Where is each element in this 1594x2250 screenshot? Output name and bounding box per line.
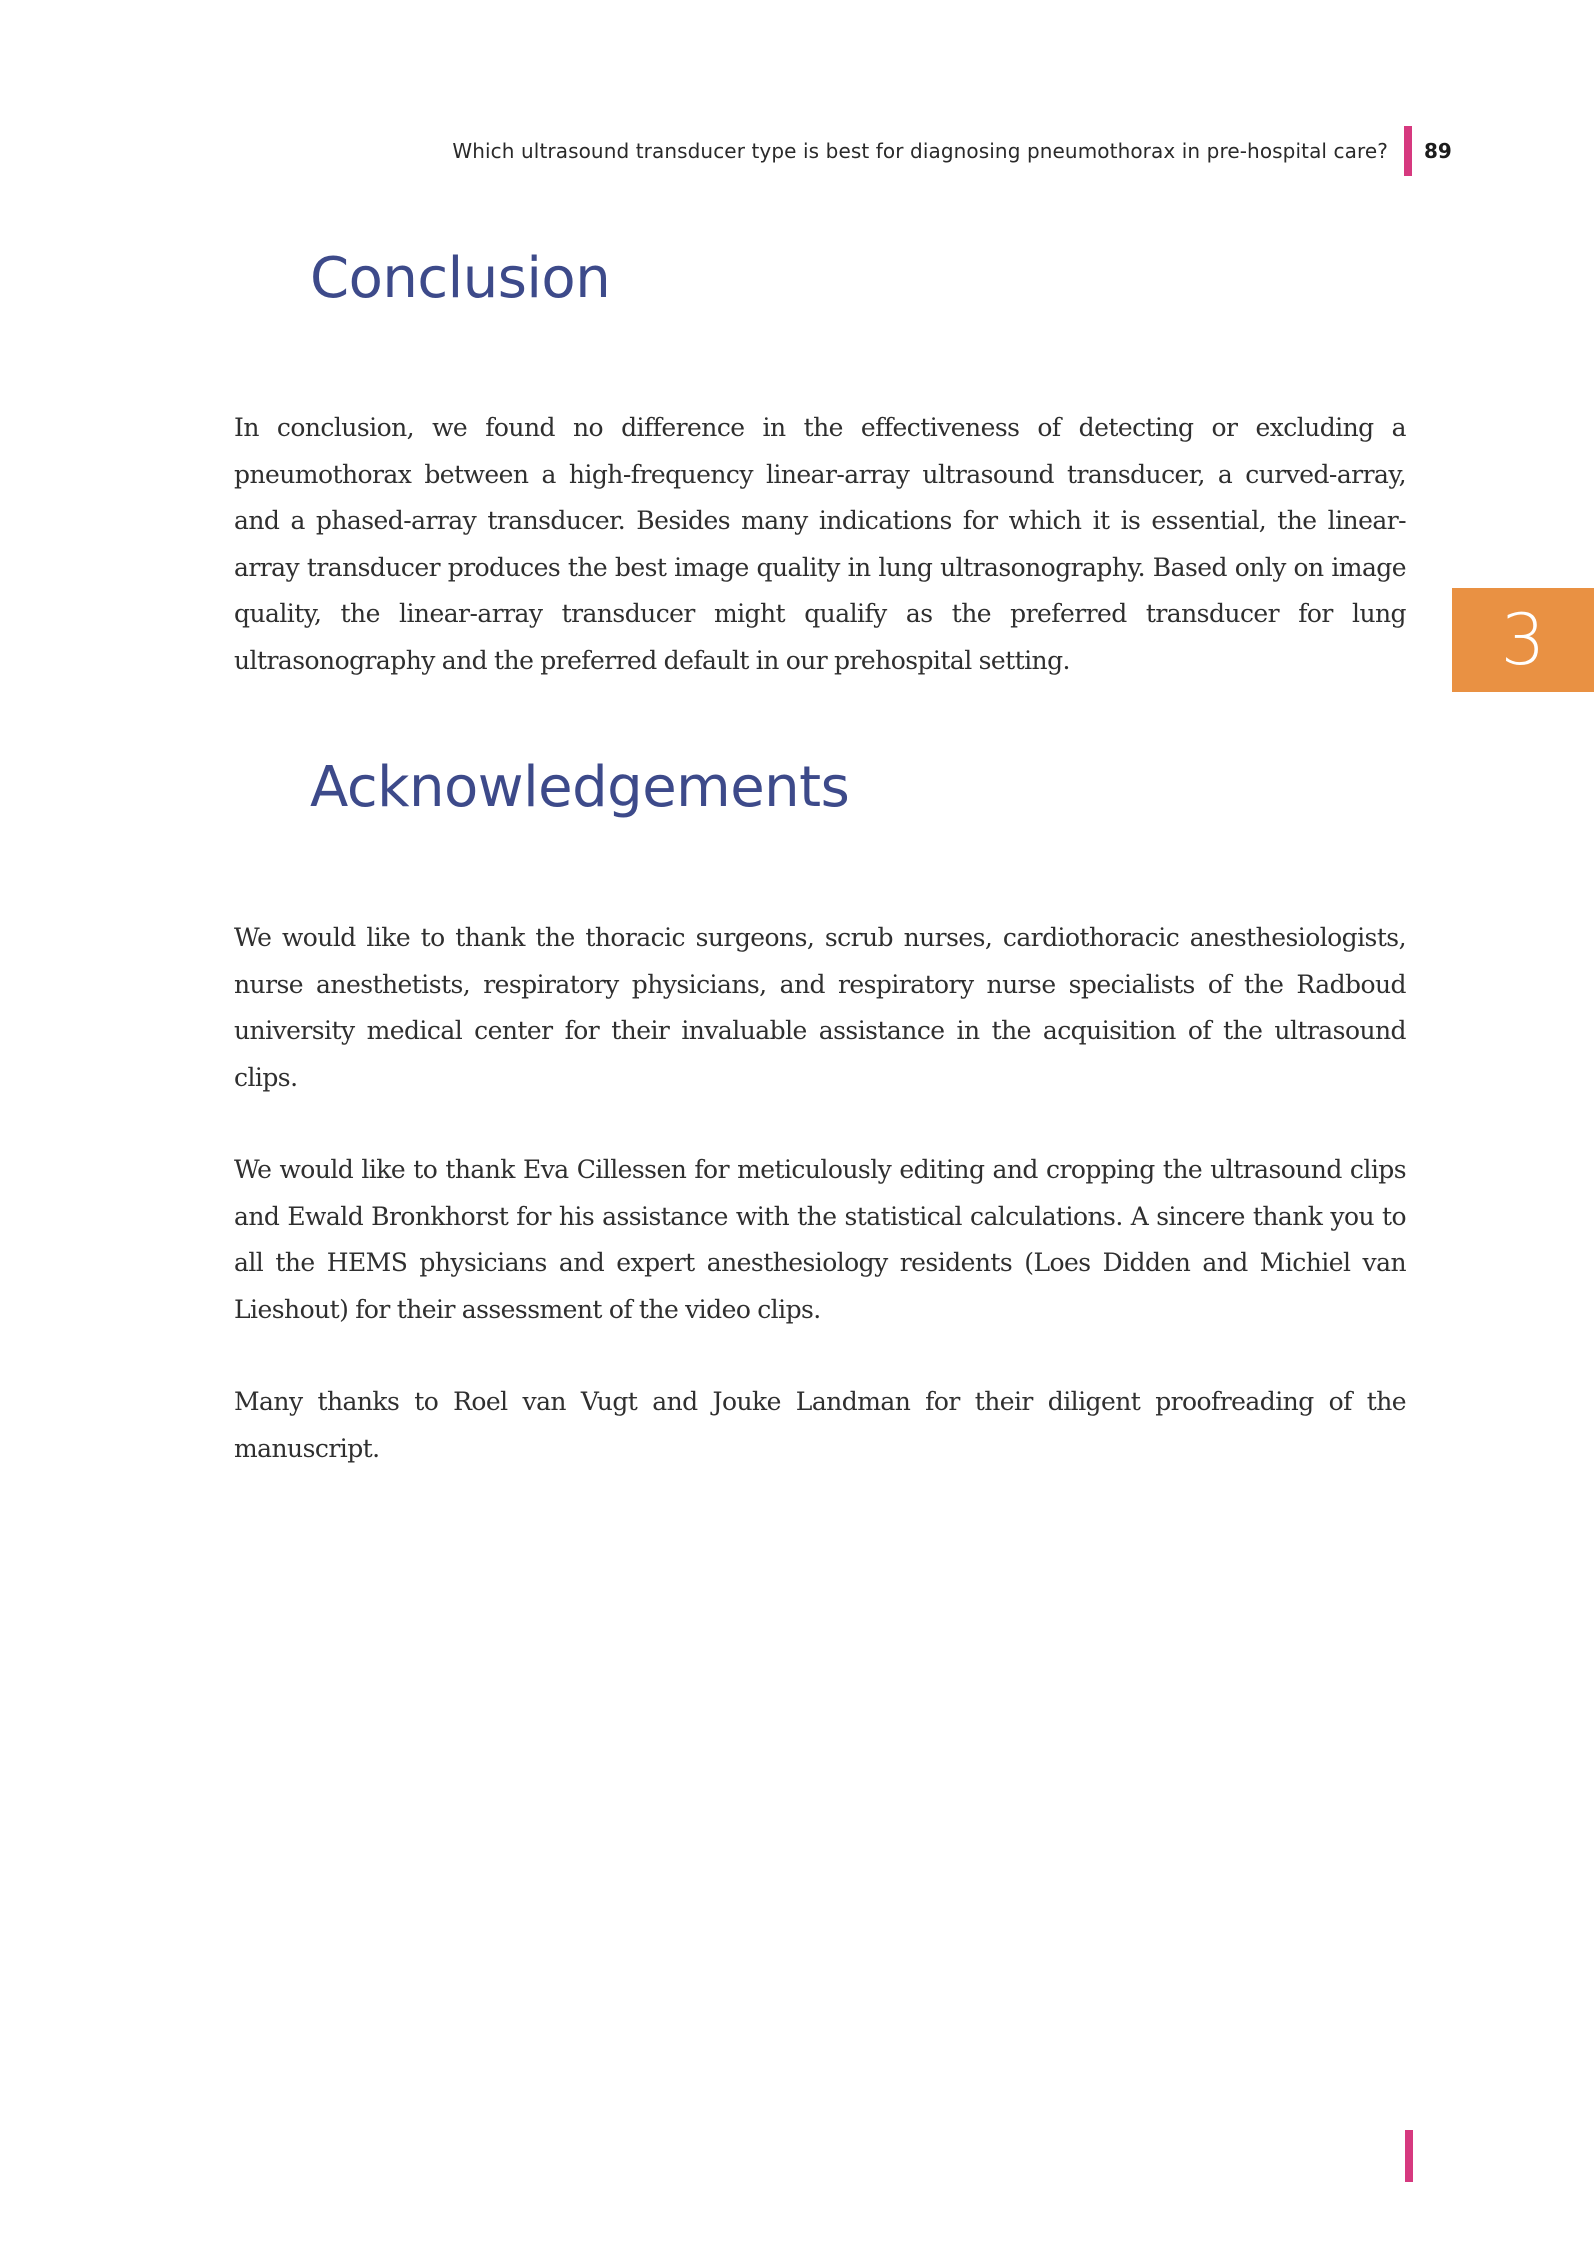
acknowledgements-body bbox=[234, 915, 1406, 1518]
chapter-tab bbox=[1452, 588, 1594, 692]
acknowledgements-paragraph-1: We would like to thank the thoracic surgeons, scrub nurses, cardiothoracic anesthesiologists, nurse anesthetists, respiratory physicians, and respiratory nurse specialists of the Radboud university medical center for their invaluable assistance in the acquisition of the ultrasound clips. bbox=[234, 923, 1406, 1092]
conclusion-heading: Conclusion bbox=[310, 246, 611, 311]
acknowledgements-paragraph-3: Many thanks to Roel van Vugt and Jouke Landman for their diligent proofreading of the manuscript. bbox=[234, 1387, 1406, 1463]
running-title: Which ultrasound transducer type is best for diagnosing pneumothorax in pre-hospital care? bbox=[452, 139, 1388, 163]
page-number: 89 bbox=[1424, 139, 1452, 163]
conclusion-paragraph: In conclusion, we found no difference in the effectiveness of detecting or excluding a pneumothorax between a high-frequency linear-array ultrasound transducer, a curved-array, and a phased-array transducer. Besides many indications for which it is essential, the linear-array transducer produces the best image quality in lung ultrasonography. Based only on image quality, the linear-array transducer might qualify as the preferred transducer for lung ultrasonography and the preferred default in our prehospital setting. bbox=[234, 413, 1406, 675]
conclusion-body bbox=[234, 405, 1406, 730]
header-accent-bar bbox=[1404, 126, 1412, 176]
footer-accent-bar bbox=[1405, 2130, 1413, 2182]
acknowledgements-paragraph-2: We would like to thank Eva Cillessen for meticulously editing and cropping the ultrasound clips and Ewald Bronkhorst for his assistance with the statistical calculations. A sincere thank you to all the HEMS physicians and expert anesthesiology residents (Loes Didden and Michiel van Lieshout) for their assessment of the video clips. bbox=[234, 1155, 1406, 1324]
chapter-number: 3 bbox=[1500, 599, 1546, 681]
running-header bbox=[452, 130, 1454, 172]
acknowledgements-heading: Acknowledgements bbox=[310, 755, 850, 820]
